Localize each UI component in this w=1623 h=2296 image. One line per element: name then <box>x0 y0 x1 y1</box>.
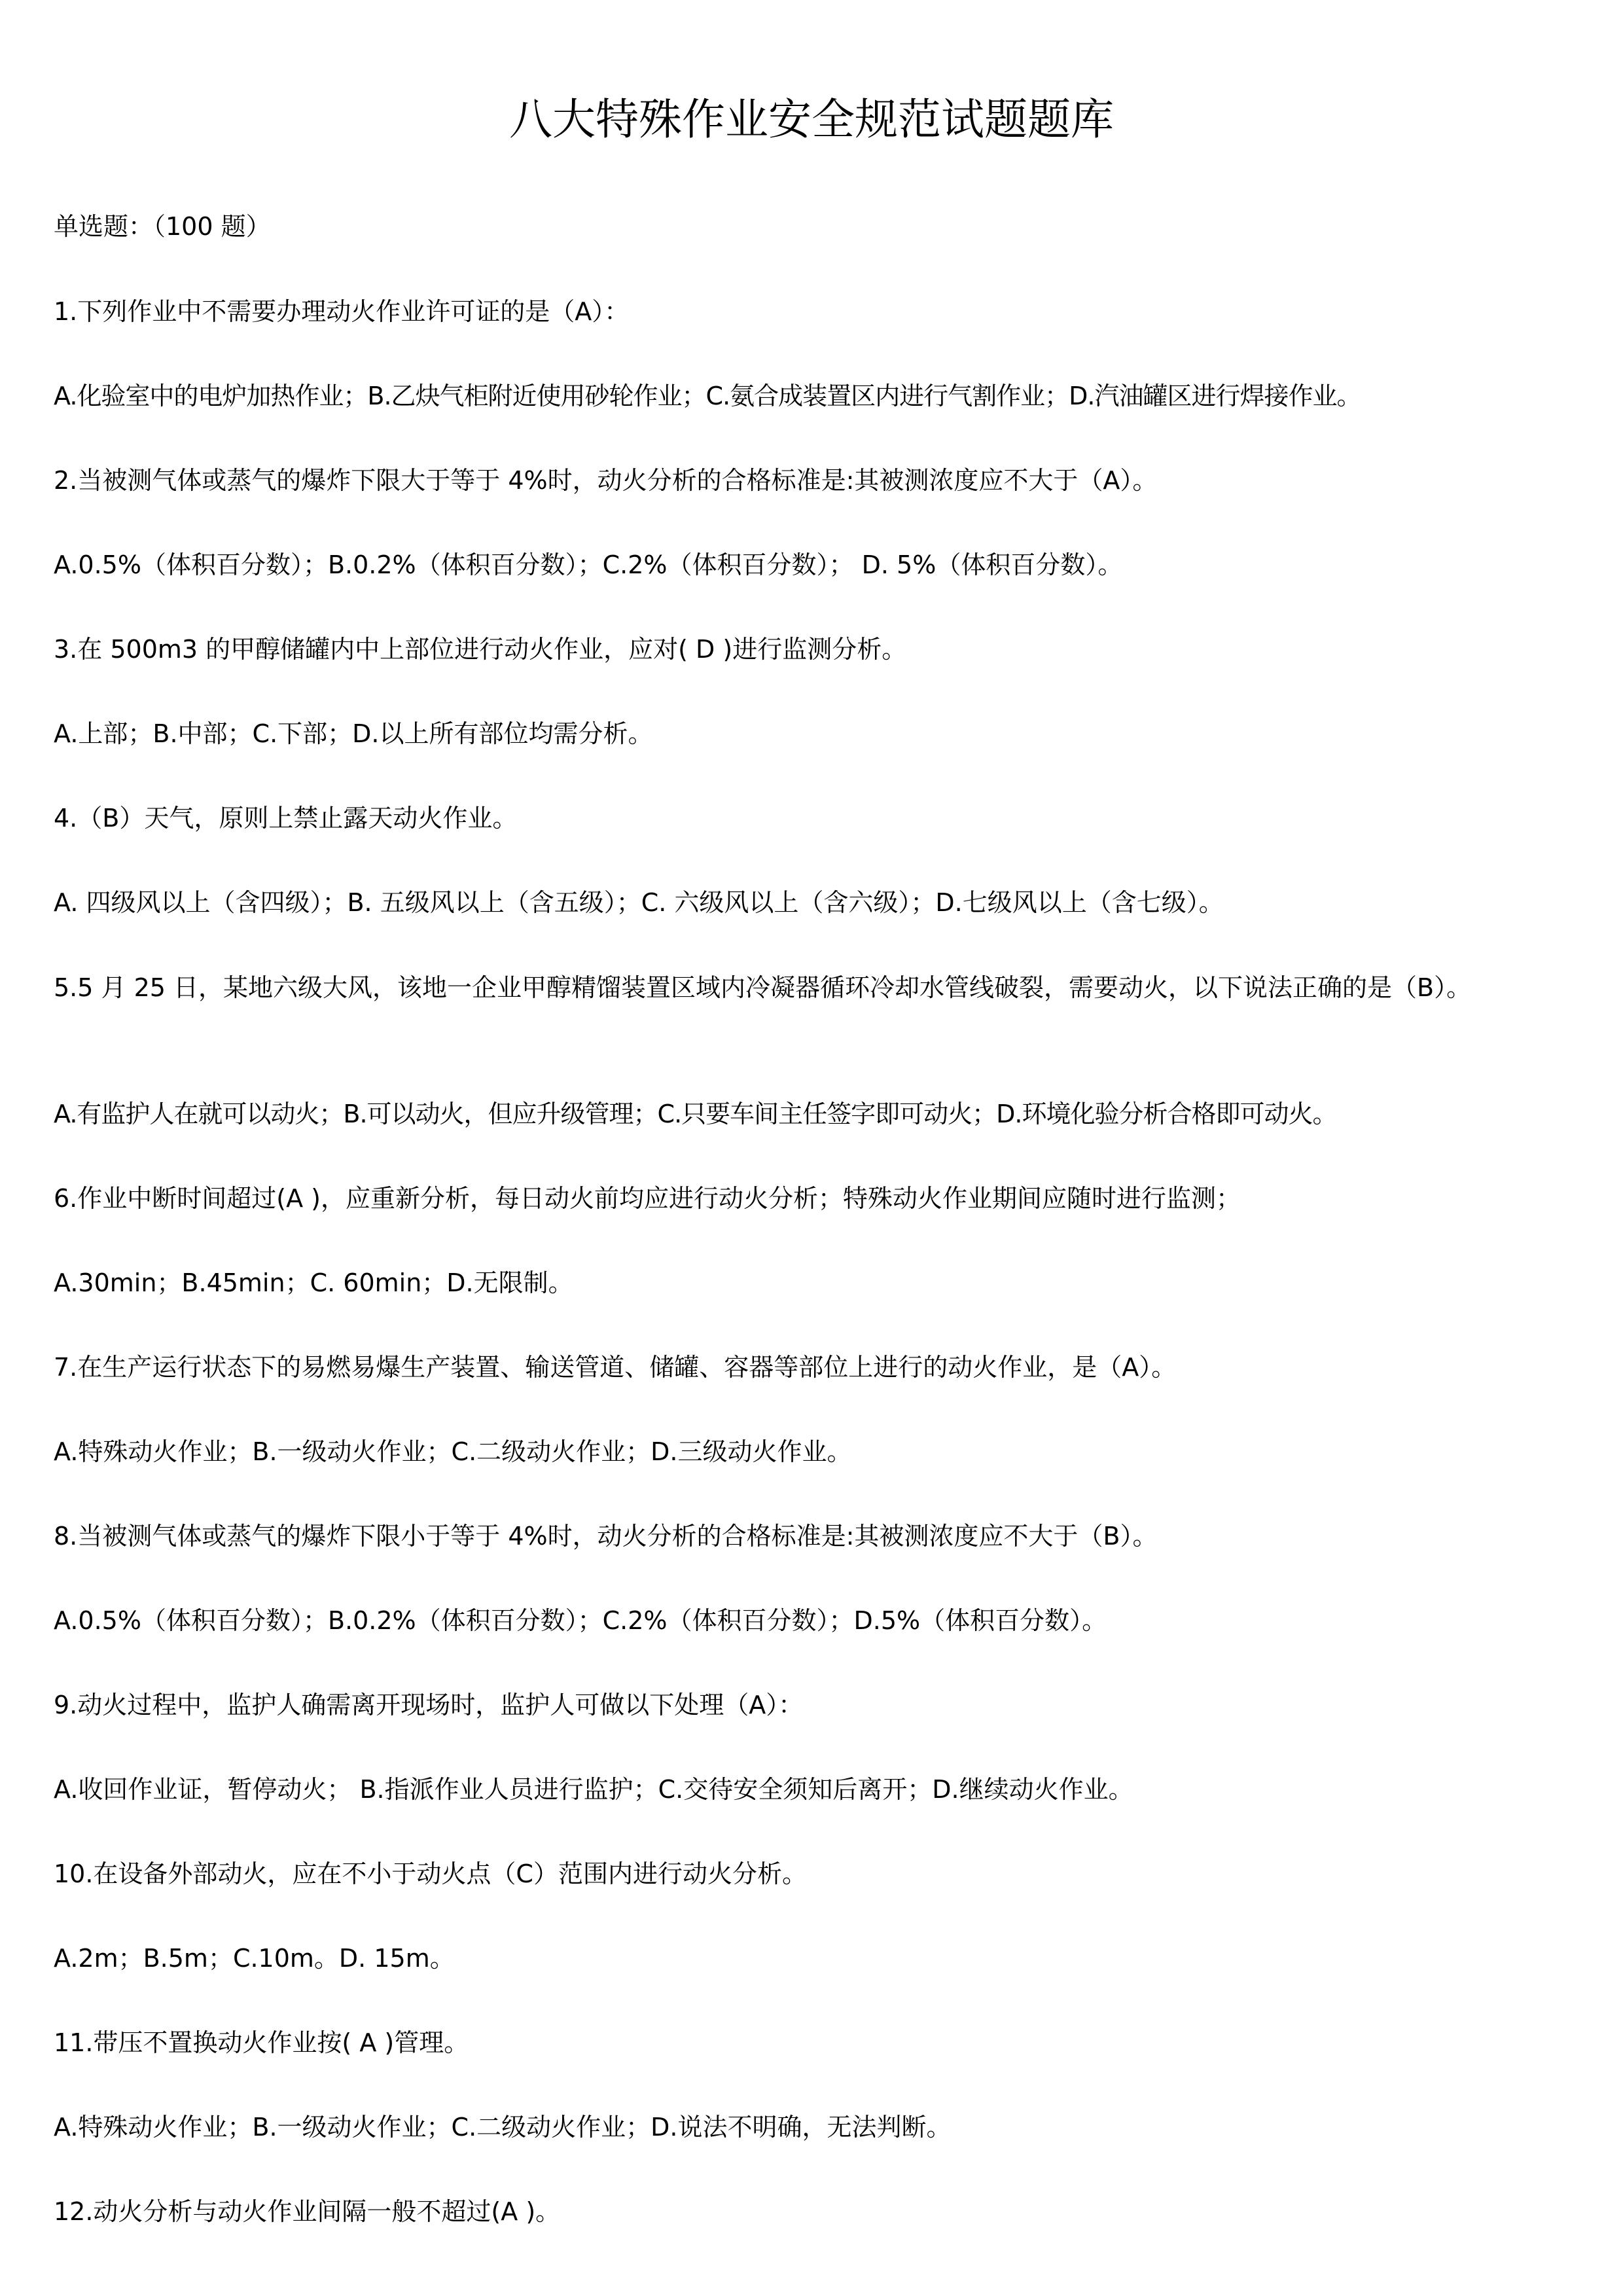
options-1: A.化验室中的电炉加热作业；B.乙炔气柜附近使用砂轮作业；C.氨合成装置区内进行气割作业；D.汽油罐区进行焊接作业。 <box>54 382 1361 410</box>
options-3: A.上部；B.中部；C.下部；D.以上所有部位均需分析。 <box>54 719 653 748</box>
question-4: 4.（B）天气，原则上禁止露天动火作业。 <box>54 804 518 833</box>
question-6: 6.作业中断时间超过(A )，应重新分析，每日动火前均应进行动火分析；特殊动火作业期间应随时进行监测； <box>54 1184 1241 1213</box>
options-9: A.收回作业证，暂停动火； B.指派作业人员进行监护；C.交待安全须知后离开；D.继续动火作业。 <box>54 1775 1133 1804</box>
question-5: 5.5 月 25 日，某地六级大风，该地一企业甲醇精馏装置区域内冷凝器循环冷却水管线破裂，需要动火，以下说法正确的是（B）。 <box>54 973 1472 1002</box>
question-3: 3.在 500m3 的甲醇储罐内中上部位进行动火作业，应对( D )进行监测分析。 <box>54 635 907 664</box>
options-11: A.特殊动火作业；B.一级动火作业；C.二级动火作业；D.说法不明确，无法判断。 <box>54 2113 952 2142</box>
question-11: 11.带压不置换动火作业按( A )管理。 <box>54 2028 469 2057</box>
section-heading: 单选题：（100 题） <box>54 212 271 241</box>
question-2: 2.当被测气体或蒸气的爆炸下限大于等于 4%时，动火分析的合格标准是:其被测浓度应不大于（A）。 <box>54 466 1158 495</box>
options-5: A.有监护人在就可以动火；B.可以动火，但应升级管理；C.只要车间主任签字即可动火；D.环境化验分析合格即可动火。 <box>54 1100 1337 1128</box>
options-10: A.2m；B.5m；C.10m。D. 15m。 <box>54 1944 455 1973</box>
question-1: 1.下列作业中不需要办理动火作业许可证的是（A）： <box>54 297 630 326</box>
document-title: 八大特殊作业安全规范试题题库 <box>509 94 1114 145</box>
question-10: 10.在设备外部动火，应在不小于动火点（C）范围内进行动火分析。 <box>54 1859 807 1888</box>
options-4: A. 四级风以上（含四级）；B. 五级风以上（含五级）；C. 六级风以上（含六级）；D.七级风以上（含七级）。 <box>54 888 1224 917</box>
question-12: 12.动火分析与动火作业间隔一般不超过(A )。 <box>54 2197 561 2226</box>
options-7: A.特殊动火作业；B.一级动火作业；C.二级动火作业；D.三级动火作业。 <box>54 1437 852 1466</box>
options-2: A.0.5%（体积百分数）；B.0.2%（体积百分数）；C.2%（体积百分数）； D. 5%（体积百分数）。 <box>54 550 1123 579</box>
question-9: 9.动火过程中，监护人确需离开现场时，监护人可做以下处理（A）： <box>54 1691 804 1719</box>
question-7: 7.在生产运行状态下的易燃易爆生产装置、输送管道、储罐、容器等部位上进行的动火作业，是（A）。 <box>54 1353 1177 1382</box>
options-6: A.30min；B.45min；C. 60min；D.无限制。 <box>54 1268 573 1297</box>
question-8: 8.当被测气体或蒸气的爆炸下限小于等于 4%时，动火分析的合格标准是:其被测浓度应不大于（B）。 <box>54 1522 1158 1551</box>
options-8: A.0.5%（体积百分数）；B.0.2%（体积百分数）；C.2%（体积百分数）；D.5%（体积百分数）。 <box>54 1606 1107 1635</box>
